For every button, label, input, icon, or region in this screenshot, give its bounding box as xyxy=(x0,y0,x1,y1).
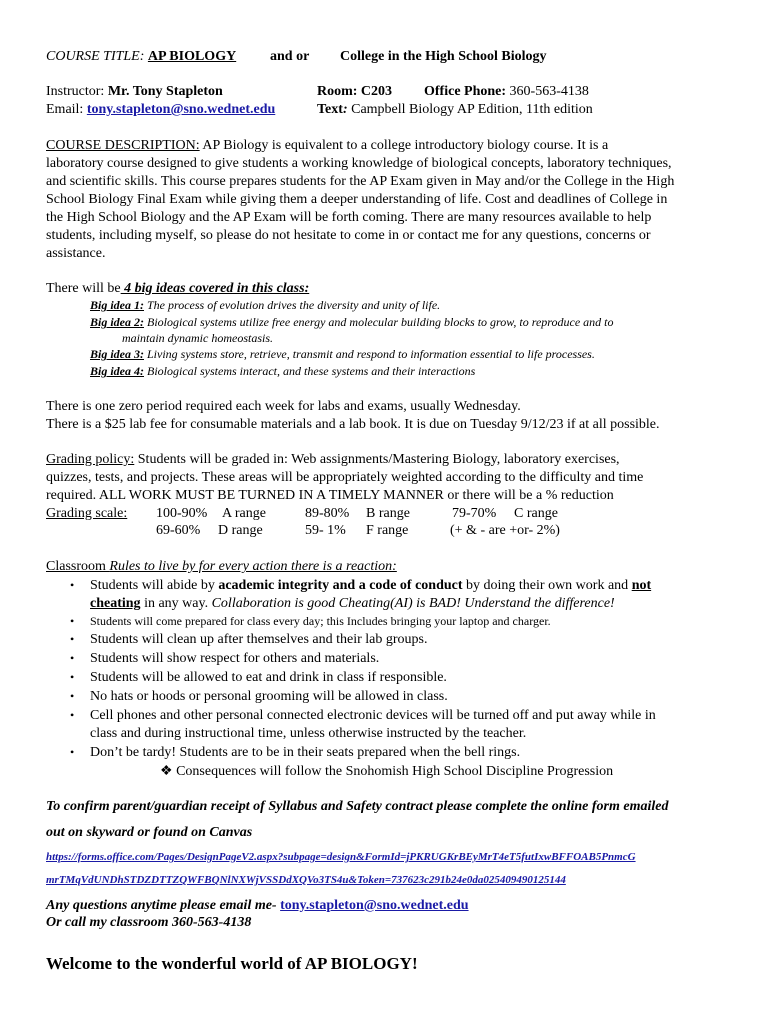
description-line-5: the High School Biology and the AP Exam will be forth coming. There are many resources available to help xyxy=(46,210,652,225)
lab-fee-line: There is a $25 lab fee for consumable materials and a lab book. It is due on Tuesday 9/12/23 if at all possible. xyxy=(46,417,660,432)
big-idea-3: Big idea 3: Living systems store, retrieve, transmit and respond to information essential to life processes. xyxy=(90,347,595,361)
bullet-icon: • xyxy=(70,578,75,592)
scale-b-range: 89-80% xyxy=(305,506,350,521)
form-url-line-1[interactable]: https://forms.office.com/Pages/DesignPageV2.aspx?subpage=design&FormId=jPKRUGKrBEyMrT4eT5futIxwBFFOAB5PnmcG xyxy=(46,851,636,863)
big-idea-2-continued: maintain dynamic homeostasis. xyxy=(122,331,273,345)
bullet-icon: • xyxy=(70,614,75,628)
big-idea-4: Big idea 4: Biological systems interact, and these systems and their interactions xyxy=(90,364,476,378)
scale-a-range: 100-90% xyxy=(156,506,208,521)
big-idea-1: Big idea 1: The process of evolution drives the diversity and unity of life. xyxy=(90,298,441,312)
rule-7-line-2: class and during instructional time, unless otherwise instructed by the teacher. xyxy=(90,726,527,741)
scale-d-range: 69-60% xyxy=(156,523,201,538)
grading-policy-label: Grading policy: xyxy=(46,452,135,467)
grading-policy-line-3: required. ALL WORK MUST BE TURNED IN A TIMELY MANNER or there will be a % reduction xyxy=(46,488,614,503)
course-title-label: COURSE TITLE xyxy=(46,49,140,64)
description-label: COURSE DESCRIPTION: xyxy=(46,138,200,153)
rules-heading: Classroom Rules to live by for every action there is a reaction: xyxy=(46,559,397,574)
scale-c-range: 79-70% xyxy=(452,506,497,521)
textbook: Campbell Biology AP Edition, 11th edition xyxy=(347,102,593,117)
bullet-icon: • xyxy=(70,670,75,684)
form-url-line-2[interactable]: mrTMqVdUNDhSTDZDTTZQWFBQNlNXWjVSSDdXQVo3TS4u&Token=737623c291b24e0da025409490125144 xyxy=(46,874,566,886)
big-idea-2: Big idea 2: Biological systems utilize free energy and molecular building blocks to grow, to reproduce and to xyxy=(90,315,614,329)
bullet-icon: • xyxy=(70,708,75,722)
email-line: Email: tony.stapleton@sno.wednet.edu xyxy=(46,102,276,117)
course-title: AP BIOLOGY xyxy=(147,49,237,64)
grading-policy-line-1: Grading policy: Students will be graded in: Web assignments/Mastering Biology, laboratory exercises, xyxy=(46,452,620,467)
lab-period-line: There is one zero period required each week for labs and exams, usually Wednesday. xyxy=(46,399,521,414)
description-line-6: students, including myself, so please do not hesitate to come in or contact me for any questions, concerns or xyxy=(46,228,651,243)
grading-scale-label: Grading scale: xyxy=(46,506,128,521)
instructor-line: Instructor: Mr. Tony Stapleton xyxy=(46,84,223,99)
rule-3: Students will clean up after themselves and their lab groups. xyxy=(90,632,428,647)
description-line-1: COURSE DESCRIPTION: AP Biology is equivalent to a college introductory biology course. It is a xyxy=(46,138,609,153)
confirm-line-2: out on skyward or found on Canvas xyxy=(46,825,253,840)
bullet-icon: • xyxy=(70,745,75,759)
scale-d-grade: D range xyxy=(218,523,263,538)
bullet-icon: • xyxy=(70,651,75,665)
description-line-7: assistance. xyxy=(46,246,106,261)
rule-6: No hats or hoods or personal grooming will be allowed in class. xyxy=(90,689,448,704)
scale-f-range: 59- 1% xyxy=(305,523,346,538)
rule-1-line-1: Students will abide by academic integrity and a code of conduct by doing their own work and not xyxy=(90,578,652,593)
office-phone-line: Office Phone: 360-563-4138 xyxy=(424,84,589,99)
grading-policy-line-2: quizzes, tests, and projects. These areas will be appropriately weighted according to the difficulty and time xyxy=(46,470,644,485)
instructor-email-link[interactable]: tony.stapleton@sno.wednet.edu xyxy=(86,102,276,117)
rule-8: Don’t be tardy! Students are to be in their seats prepared when the bell rings. xyxy=(90,745,521,760)
course-title-line: COURSE TITLE: AP BIOLOGY xyxy=(46,49,237,64)
rule-1-line-2: cheating in any way. Collaboration is good Cheating(AI) is BAD! Understand the difference! xyxy=(90,596,615,611)
welcome-heading: Welcome to the wonderful world of AP BIOLOGY! xyxy=(46,954,418,973)
alt-course-title: College in the High School Biology xyxy=(340,49,547,64)
rule-7-line-1: Cell phones and other personal connected electronic devices will be turned off and put away while in xyxy=(90,708,656,723)
room: Room: C203 xyxy=(317,84,393,99)
rule-4: Students will show respect for others and materials. xyxy=(90,651,380,666)
bullet-icon: • xyxy=(70,689,75,703)
confirm-line-1: To confirm parent/guardian receipt of Syllabus and Safety contract please complete the online form emailed xyxy=(46,799,669,814)
scale-a-grade: A range xyxy=(222,506,266,521)
textbook-line: Text: Campbell Biology AP Edition, 11th edition xyxy=(317,102,593,117)
description-line-4: School Biology Final Exam while giving them a deeper understanding of life. Cost and deadlines of College in xyxy=(46,192,668,207)
rule-5: Students will be allowed to eat and drink in class if responsible. xyxy=(90,670,447,685)
rule-2: Students will come prepared for class every day; this Includes bringing your laptop and charger. xyxy=(90,614,551,628)
and-or: and or xyxy=(270,49,310,64)
contact-line-2: Or call my classroom 360-563-4138 xyxy=(46,915,252,930)
description-line-3: and scientific skills. This course prepares students for the AP Exam given in May and/or the College in the High xyxy=(46,174,675,189)
diamond-bullet-icon: ❖ xyxy=(160,764,173,779)
bullet-icon: • xyxy=(70,632,75,646)
big-ideas-intro: There will be 4 big ideas covered in this class: xyxy=(46,281,310,296)
scale-note: (+ & - are +or- 2%) xyxy=(450,523,560,538)
contact-line-1: Any questions anytime please email me- tony.stapleton@sno.wednet.edu xyxy=(46,898,469,913)
scale-b-grade: B range xyxy=(366,506,410,521)
contact-email-link[interactable]: tony.stapleton@sno.wednet.edu xyxy=(280,898,469,913)
office-phone: 360-563-4138 xyxy=(509,84,589,99)
consequence-line: ❖ Consequences will follow the Snohomish High School Discipline Progression xyxy=(160,764,614,779)
scale-f-grade: F range xyxy=(366,523,409,538)
instructor-name: Mr. Tony Stapleton xyxy=(107,84,223,99)
scale-c-grade: C range xyxy=(514,506,558,521)
description-line-2: laboratory course designed to give students a working knowledge of biological concepts, laboratory techniques, xyxy=(46,156,672,171)
big-ideas-count: 4 big ideas covered in this class: xyxy=(120,281,310,296)
